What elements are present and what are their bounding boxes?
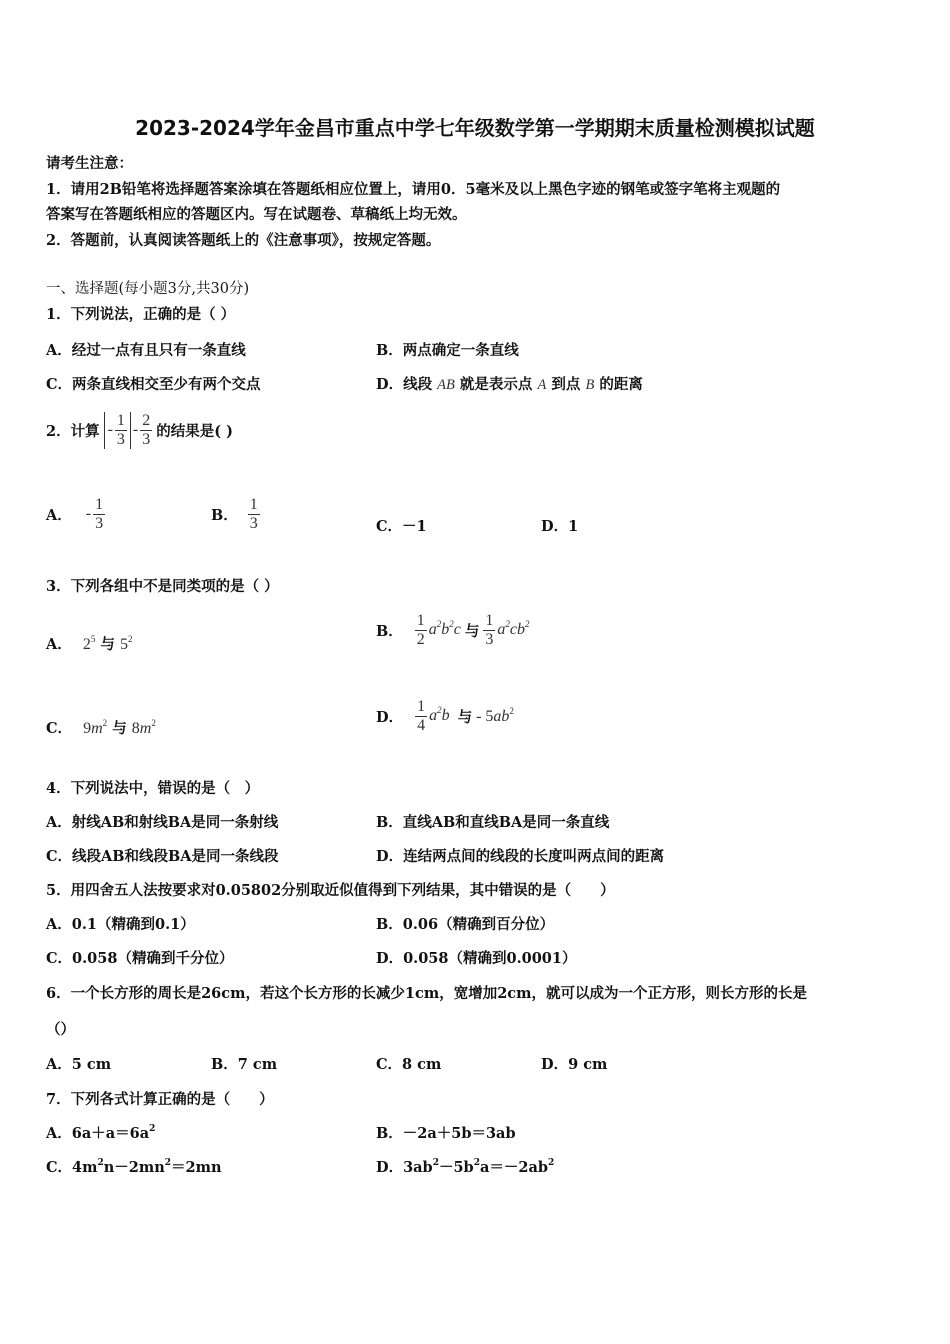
q3-c-e2: 2 [151, 718, 156, 728]
q2-minus-1: - [107, 421, 113, 438]
q2-abs-value [104, 412, 131, 449]
q3-d-n: - 5 [476, 708, 494, 725]
q4-stem: 4．下列说法中，错误的是（ ） [46, 780, 260, 797]
q5-option-d: D．0.058（精确到0.0001） [376, 950, 577, 967]
q2-expression [104, 412, 153, 449]
q3-a-exp1: 5 [90, 634, 96, 644]
q4-option-d: D．连结两点间的线段的长度叫两点间的距离 [376, 848, 665, 865]
q2-b-label: B． [211, 506, 238, 524]
q3-c-v2: m [139, 720, 152, 737]
q1-d-a: A [537, 377, 547, 393]
q2-b-den: 3 [249, 514, 258, 532]
q7-c-p2: n－2mn [103, 1159, 165, 1176]
q7-d-p3: a＝－2ab [479, 1159, 548, 1176]
q3-b-e2: 2 [449, 619, 454, 629]
q5-stem: 5．用四舍五人法按要求对0.05802分别取近似值得到下列结果，其中错误的是（ ） [46, 882, 615, 899]
q3-a-base2: 5 [119, 636, 128, 653]
q3-a-and: 与 [100, 636, 115, 653]
q3-d-and: 与 [457, 708, 473, 726]
q3-b-and: 与 [464, 622, 480, 640]
q3-d-v1: a [429, 707, 438, 724]
notice-line-1: 1．请用2B铅笔将选择题答案涂填在答题纸相应位置上，请用0．5毫米及以上黑色字迹的钢笔或签字笔将主观题的 [46, 181, 781, 198]
q7-a-sup: 2 [149, 1124, 156, 1134]
q6-option-c: C．8 cm [376, 1056, 442, 1073]
q2-minus-2: - [132, 421, 139, 438]
q2-option-a [46, 492, 105, 536]
q3-b-num2: 1 [485, 611, 494, 629]
notice-line-1b: 答案写在答题纸相应的答题区内。写在试题卷、草稿纸上均无效。 [46, 206, 467, 223]
q3-b-v1: a [428, 621, 437, 638]
q3-option-b [376, 606, 529, 654]
q6-stem-2: （） [46, 1021, 75, 1038]
q3-b-num1: 1 [416, 611, 425, 629]
q3-b-fraction-1 [415, 612, 427, 649]
q3-a-exp2: 2 [127, 634, 133, 644]
q2-a-den: 3 [95, 514, 104, 532]
q3-b-e4: 2 [524, 619, 530, 629]
q2-f2-den: 3 [142, 430, 151, 448]
q3-b-v4: a [497, 621, 506, 638]
q3-b-v3: c [453, 621, 461, 638]
q7-c-s1: 2 [97, 1158, 104, 1168]
q1-option-a: A．经过一点有且只有一条直线 [46, 342, 246, 359]
q3-b-e3: 2 [505, 619, 510, 629]
q6-option-a: A．5 cm [46, 1056, 112, 1073]
q3-d-e1: 2 [437, 705, 442, 715]
q4-option-c: C．线段AB和线段BA是同一条线段 [46, 848, 279, 865]
q3-d-den: 4 [417, 716, 426, 734]
q2-f1-den: 3 [116, 430, 125, 448]
q2-b-fraction [248, 496, 260, 533]
q2-option-d: D．1 [541, 518, 579, 535]
q1-d-post: 的距离 [599, 376, 643, 393]
q2-a-fraction [93, 496, 105, 533]
q7-a-text: A．6a＋a＝6a [46, 1125, 150, 1142]
q2-fraction-2 [140, 412, 152, 449]
q1-option-c: C．两条直线相交至少有两个交点 [46, 376, 261, 393]
q7-d-s3: 2 [548, 1158, 555, 1168]
q6-stem: 6．一个长方形的周长是26cm，若这个长方形的长减少1cm，宽增加2cm，就可以成为一个正方形，则长方形的长是 [46, 985, 807, 1002]
notice-line-2: 2．答题前，认真阅读答题纸上的《注意事项》，按规定答题。 [46, 232, 441, 249]
q7-d-s2: 2 [473, 1158, 480, 1168]
q2-option-c: C．－1 [376, 518, 427, 535]
q5-option-b: B．0.06（精确到百分位） [376, 916, 555, 933]
q3-a-label: A． [46, 636, 72, 653]
q1-stem: 1．下列说法，正确的是（ ） [46, 306, 236, 323]
q5-option-c: C．0.058（精确到千分位） [46, 950, 234, 967]
q3-a-base1: 2 [82, 636, 91, 653]
q3-c-n1: 9 [83, 720, 92, 737]
page-title: 2023-2024学年金昌市重点中学七年级数学第一学期期末质量检测模拟试题 [135, 116, 815, 140]
q2-post: 的结果是( ) [156, 422, 234, 440]
q2-a-num: 1 [95, 495, 104, 513]
q1-d-mid1: 就是表示点 [459, 376, 533, 393]
q3-option-d [376, 692, 514, 740]
q3-d-v2: b [441, 707, 450, 724]
q7-d-p1: D．3ab [376, 1159, 433, 1176]
q2-pre: 2．计算 [46, 422, 100, 440]
q1-d-mid2: 到点 [551, 376, 581, 393]
q3-b-den1: 2 [416, 630, 425, 648]
q6-option-d: D．9 cm [541, 1056, 608, 1073]
q1-option-d [376, 373, 643, 394]
q3-option-c [46, 717, 156, 738]
q2-fraction-1 [115, 412, 127, 449]
q2-stem [46, 408, 233, 452]
q7-option-a [46, 1122, 155, 1143]
q7-c-p3: ＝2mn [171, 1159, 222, 1176]
q4-option-a: A．射线AB和射线BA是同一条射线 [46, 814, 279, 831]
q3-option-a [46, 633, 132, 654]
q1-d-pre: D．线段 [376, 376, 433, 393]
q7-d-p2: －5b [438, 1159, 474, 1176]
q3-d-e2: 2 [509, 706, 514, 716]
q3-d-v3: ab [493, 708, 510, 725]
q5-option-a: A．0.1（精确到0.1） [46, 916, 195, 933]
q7-d-s1: 2 [432, 1158, 439, 1168]
q3-b-e1: 2 [436, 619, 442, 629]
q7-stem: 7．下列各式计算正确的是（ ） [46, 1091, 274, 1108]
q7-option-c [46, 1156, 222, 1177]
q3-b-label: B． [376, 622, 403, 640]
q7-option-b: B．－2a＋5b＝3ab [376, 1125, 516, 1142]
q2-a-label: A． [46, 506, 72, 524]
q2-f1-num: 1 [116, 411, 125, 429]
q3-c-and: 与 [112, 720, 127, 737]
q3-d-label: D． [376, 708, 404, 726]
q3-b-fraction-2 [483, 612, 495, 649]
q3-b-den2: 3 [485, 630, 494, 648]
q7-c-s2: 2 [164, 1158, 172, 1168]
q3-stem: 3．下列各组中不是同类项的是（ ） [46, 578, 279, 595]
q3-d-num: 1 [417, 697, 426, 715]
q3-c-n2: 8 [131, 720, 140, 737]
q2-option-b [211, 492, 260, 536]
q7-option-d [376, 1156, 554, 1177]
q2-f2-num: 2 [142, 411, 151, 429]
q3-b-v2: b [441, 621, 450, 638]
q6-option-b: B．7 cm [211, 1056, 278, 1073]
q3-c-label: C． [46, 720, 73, 737]
q3-c-v1: m [91, 720, 103, 737]
section-title: 一、选择题(每小题3分,共30分) [46, 281, 250, 297]
q1-d-ab: AB [437, 377, 455, 393]
q2-a-sign: - [85, 505, 92, 522]
q3-c-e1: 2 [102, 718, 108, 728]
q1-option-b: B．两点确定一条直线 [376, 342, 519, 359]
q3-b-v5: cb [509, 621, 525, 638]
q2-b-num: 1 [249, 495, 258, 513]
q3-d-fraction [415, 698, 427, 735]
notice-header: 请考生注意： [46, 155, 133, 172]
q7-c-p1: C．4m [46, 1159, 98, 1176]
q4-option-b: B．直线AB和直线BA是同一条直线 [376, 814, 610, 831]
q1-d-b: B [585, 377, 595, 393]
